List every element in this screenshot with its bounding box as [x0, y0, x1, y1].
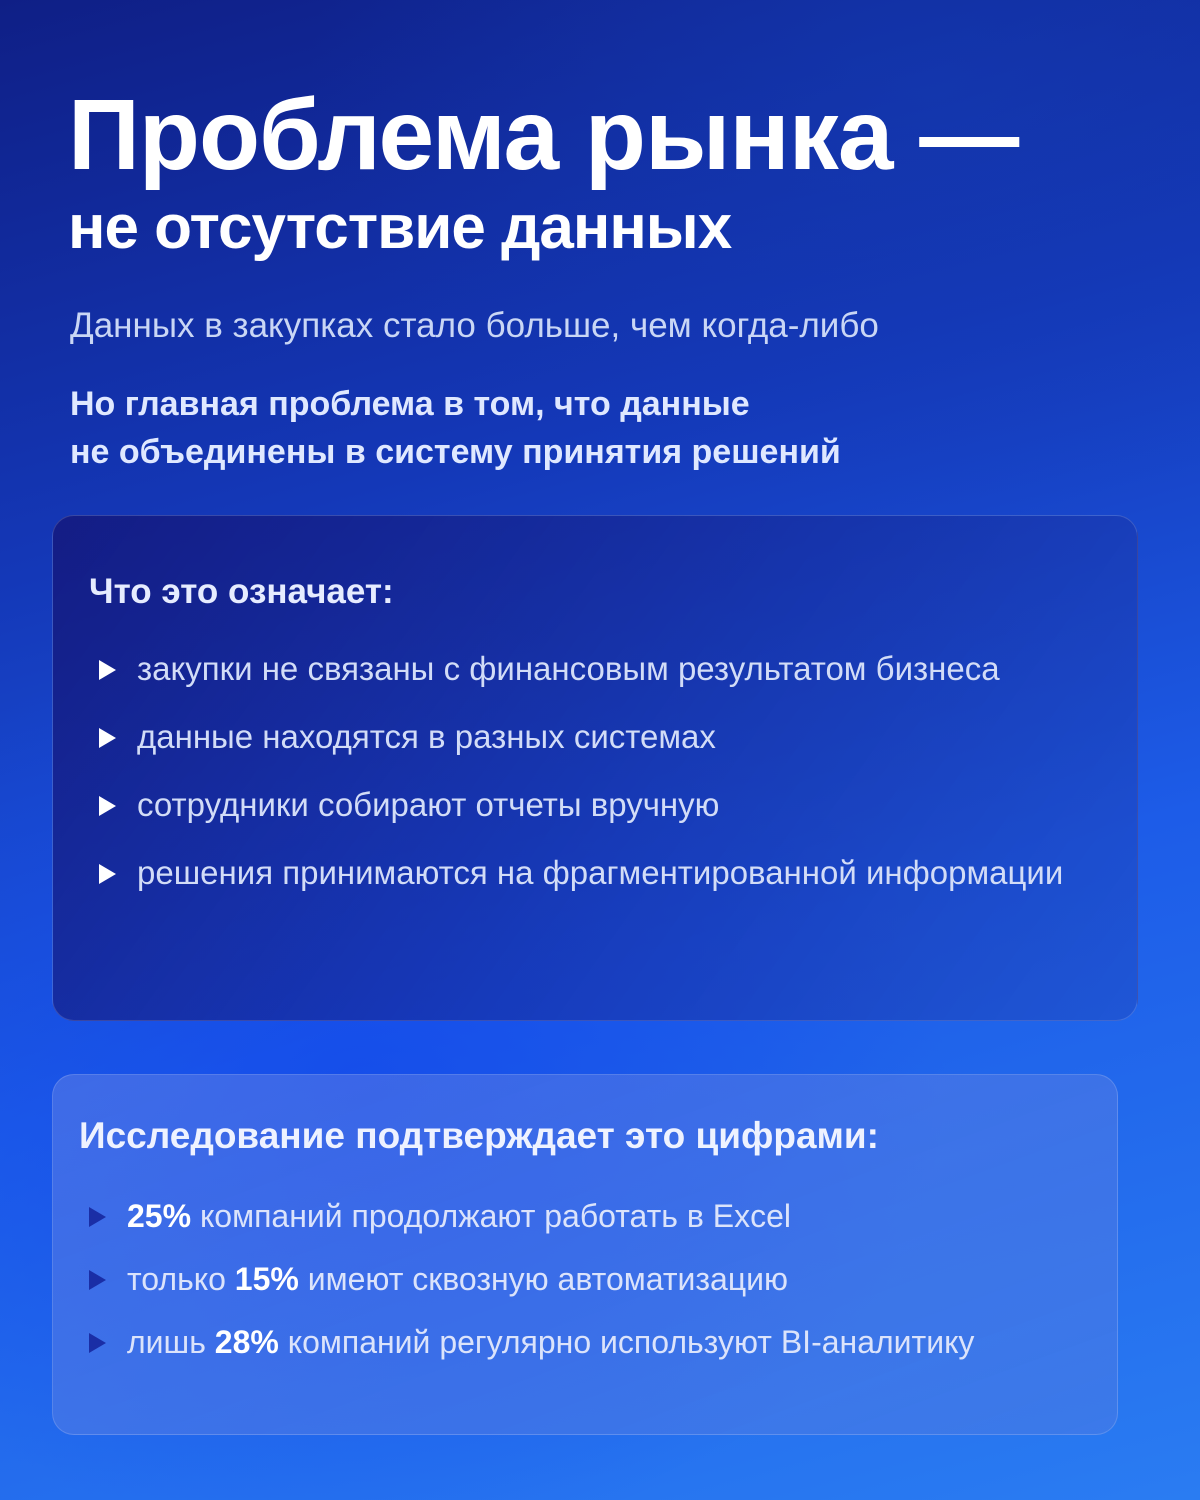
stat-item [79, 1195, 1091, 1237]
stat-figure: 28% [214, 1324, 279, 1360]
stats-list [79, 1195, 1091, 1363]
meaning-list [89, 648, 1101, 894]
stat-figure: 25% [127, 1198, 192, 1234]
stat-item [79, 1321, 1091, 1363]
stat-suffix: компаний регулярно используют BI-аналитику [278, 1324, 975, 1360]
lead-text: Данных в закупках стало больше, чем когда-либо [70, 306, 879, 345]
list-item-text: решения принимаются на фрагментированной информации [137, 854, 1064, 891]
stat-prefix: лишь [127, 1324, 215, 1360]
stat-suffix: имеют сквозную автоматизацию [298, 1261, 789, 1297]
triangle-right-icon [89, 1333, 106, 1353]
headline-line-2: не отсутствие данных [68, 193, 732, 262]
list-item-text: данные находятся в разных системах [137, 718, 716, 755]
stat-figure: 15% [234, 1261, 299, 1297]
meaning-card [52, 515, 1138, 1021]
list-item [89, 648, 1101, 690]
emphasis-text [70, 380, 1130, 476]
list-item-text: закупки не связаны с финансовым результатом бизнеса [137, 650, 1000, 687]
list-item [89, 784, 1101, 826]
triangle-right-icon [99, 796, 116, 816]
headline-line-1: Проблема рынка — [68, 79, 1019, 191]
stat-prefix: только [127, 1261, 235, 1297]
stats-card-title: Исследование подтверждает это цифрами: [79, 1115, 879, 1156]
triangle-right-icon [99, 864, 116, 884]
list-item [89, 716, 1101, 758]
triangle-right-icon [99, 660, 116, 680]
stat-item [79, 1258, 1091, 1300]
headline [68, 80, 1018, 262]
emphasis-line-2: не объединены в систему принятия решений [70, 433, 841, 471]
meaning-card-title: Что это означает: [89, 572, 394, 611]
list-item-text: сотрудники собирают отчеты вручную [137, 786, 720, 823]
list-item [89, 852, 1101, 894]
emphasis-line-1: Но главная проблема в том, что данные [70, 385, 750, 423]
stat-suffix: компаний продолжают работать в Excel [191, 1198, 791, 1234]
triangle-right-icon [89, 1207, 106, 1227]
triangle-right-icon [89, 1270, 106, 1290]
stats-card [52, 1074, 1118, 1435]
triangle-right-icon [99, 728, 116, 748]
